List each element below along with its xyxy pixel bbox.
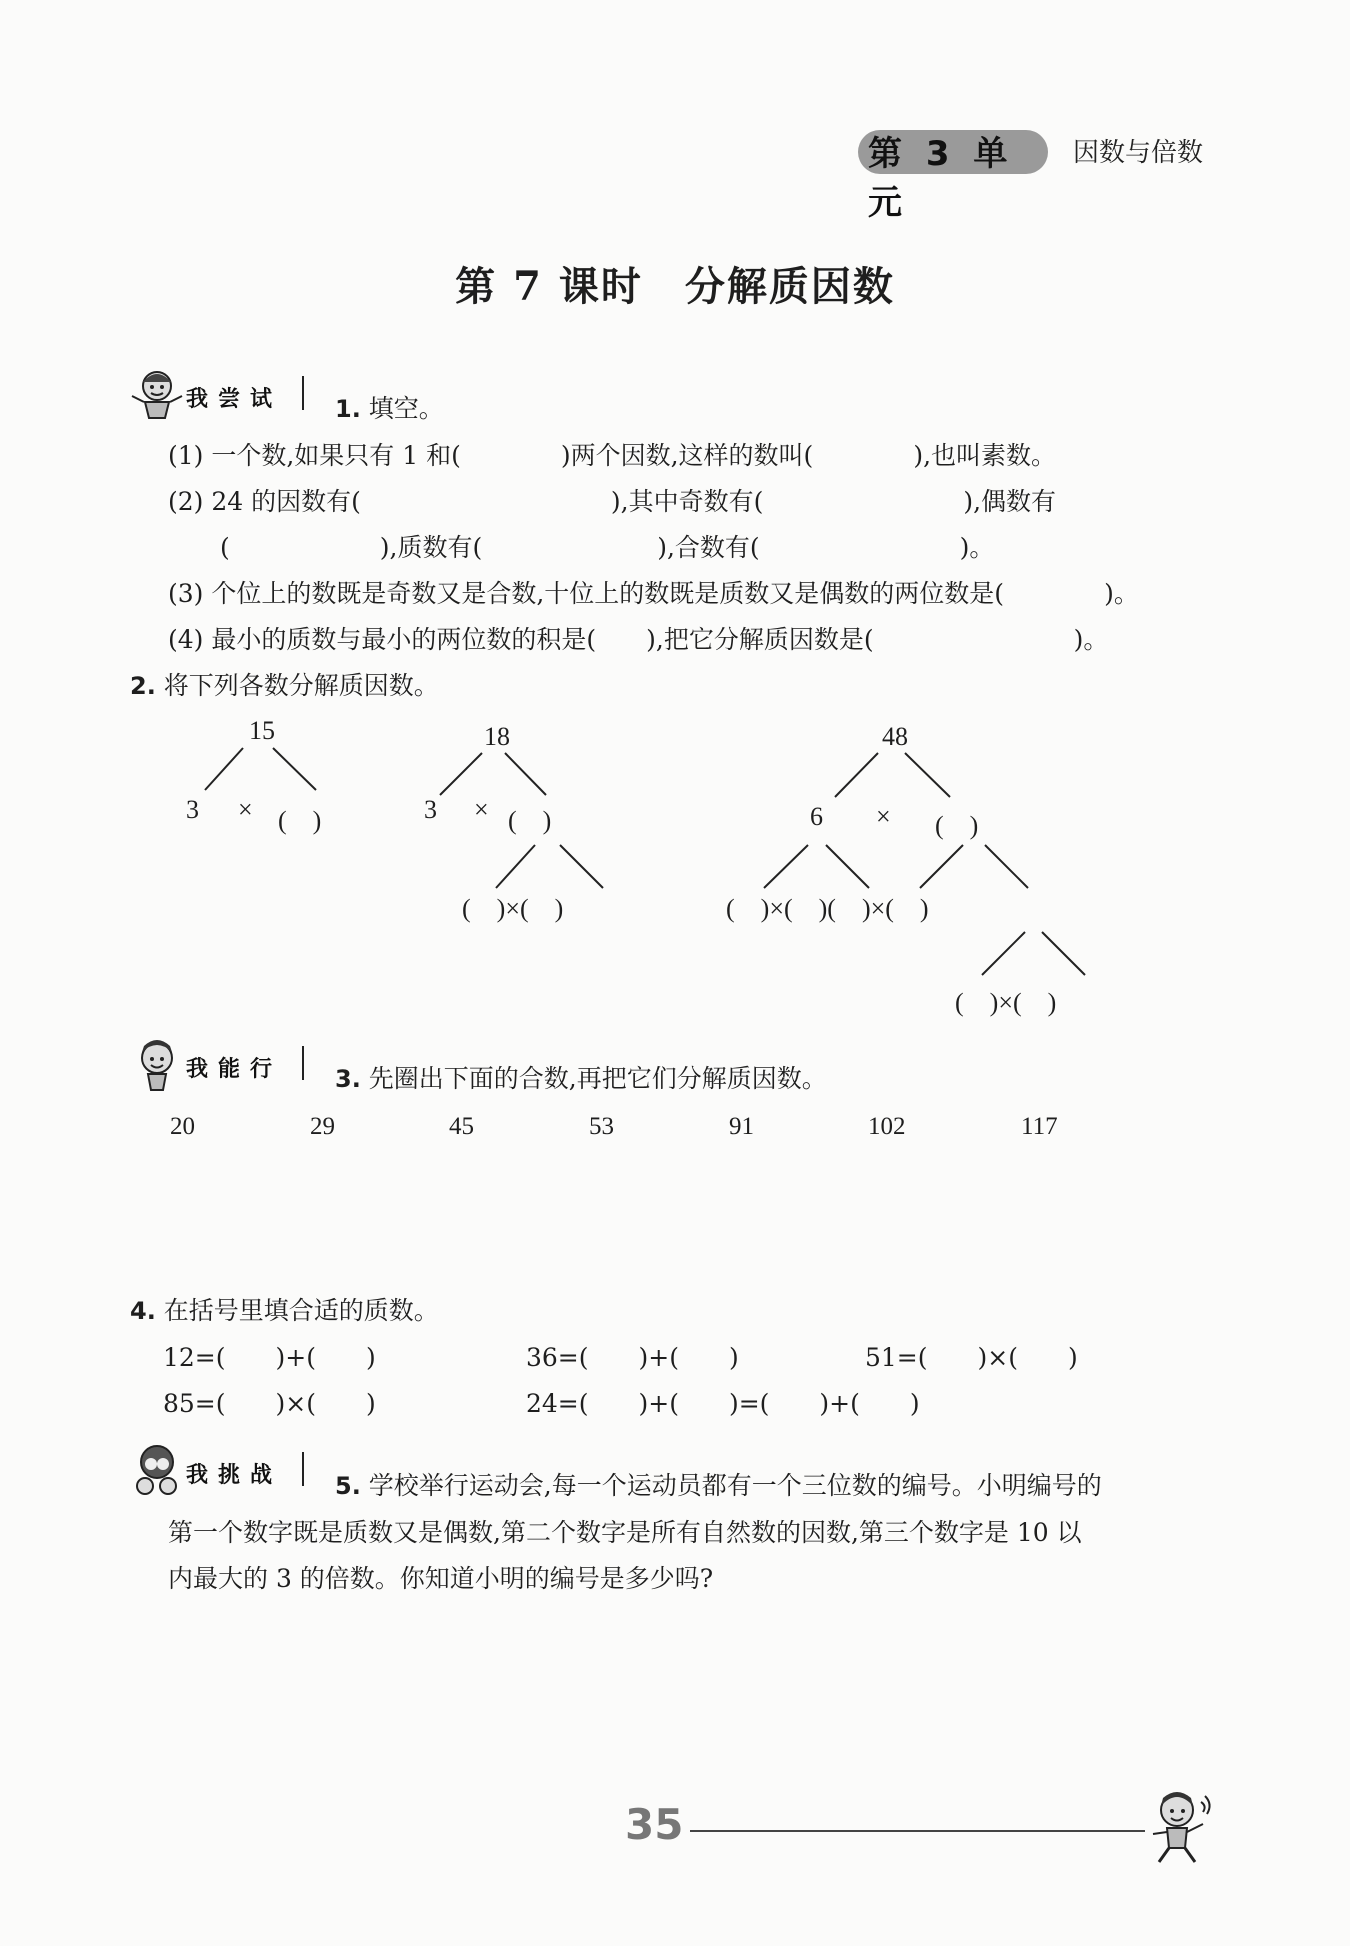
q3-number-item: 45 bbox=[449, 1113, 474, 1140]
q3-number-item: 20 bbox=[170, 1113, 195, 1140]
section-challenge-label: 我挑战 bbox=[186, 1463, 283, 1488]
q3-number-item: 91 bbox=[729, 1113, 754, 1140]
q3-text: 先圈出下面的合数,再把它们分解质因数。 bbox=[368, 1064, 827, 1093]
lesson-title: 第 7 课时 分解质因数 bbox=[455, 263, 895, 310]
q2-number: 2. bbox=[130, 672, 156, 700]
section-divider bbox=[302, 1046, 304, 1080]
section-challenge bbox=[130, 1442, 330, 1490]
q1-text: 填空。 bbox=[368, 394, 444, 423]
q5-line-2: 第一个数字既是质数又是偶数,第二个数字是所有自然数的因数,第三个数字是 10 以 bbox=[168, 1518, 1082, 1547]
page-number: 35 bbox=[625, 1800, 684, 1849]
section-try-label: 我尝试 bbox=[186, 387, 283, 412]
tree3-op: × bbox=[876, 802, 891, 831]
q5-text-1: 学校举行运动会,每一个运动员都有一个三位数的编号。小明编号的 bbox=[368, 1471, 1102, 1500]
q3-number-item: 102 bbox=[868, 1113, 906, 1140]
tree2-op: × bbox=[474, 795, 489, 824]
q1-line-3: ( ),质数有( ),合数有( )。 bbox=[220, 533, 995, 562]
section-can bbox=[130, 1036, 330, 1084]
mascot-boy-icon bbox=[130, 1036, 184, 1092]
footer-rule bbox=[690, 1830, 1145, 1832]
q5-line-1 bbox=[335, 1471, 1102, 1501]
q3-number: 3. bbox=[335, 1065, 361, 1093]
tree3-right: ( ) bbox=[935, 811, 979, 840]
section-divider bbox=[302, 1452, 304, 1486]
q1-number: 1. bbox=[335, 395, 361, 423]
q1-line-4: (3) 个位上的数既是奇数又是合数,十位上的数既是质数又是偶数的两位数是( )。 bbox=[168, 579, 1139, 608]
tree3-left: 6 bbox=[810, 802, 823, 831]
tree1-right: ( ) bbox=[278, 806, 322, 835]
q3-heading bbox=[335, 1064, 827, 1094]
mascot-runner-icon bbox=[1145, 1788, 1215, 1868]
q4-equation: 51=( )×( ) bbox=[865, 1343, 1078, 1372]
tree1-left: 3 bbox=[186, 795, 199, 824]
tree2-left: 3 bbox=[424, 795, 437, 824]
tree2-sub: ( )×( ) bbox=[462, 894, 564, 923]
tree3-root: 48 bbox=[882, 722, 908, 751]
q4-equation: 24=( )+( )=( )+( ) bbox=[526, 1389, 920, 1418]
q5-number: 5. bbox=[335, 1472, 361, 1500]
tree2-root: 18 bbox=[484, 722, 510, 751]
unit-subject: 因数与倍数 bbox=[1073, 138, 1204, 168]
q1-line-2: (2) 24 的因数有( ),其中奇数有( ),偶数有 bbox=[168, 487, 1057, 516]
q4-heading bbox=[130, 1296, 439, 1326]
q4-equation: 12=( )+( ) bbox=[163, 1343, 376, 1372]
unit-badge-text: 第 3 单元 bbox=[868, 134, 1014, 223]
q4-number: 4. bbox=[130, 1297, 156, 1325]
tree1-root: 15 bbox=[249, 716, 275, 745]
q2-text: 将下列各数分解质因数。 bbox=[163, 671, 439, 700]
tree3-sub: ( )×( )( )×( ) bbox=[726, 894, 929, 923]
q3-number-item: 117 bbox=[1021, 1113, 1058, 1140]
tree1-op: × bbox=[238, 795, 253, 824]
q4-equation: 85=( )×( ) bbox=[163, 1389, 376, 1418]
tree3-subsub: ( )×( ) bbox=[955, 988, 1057, 1017]
q1-line-5: (4) 最小的质数与最小的两位数的积是( ),把它分解质因数是( )。 bbox=[168, 625, 1109, 654]
mascot-kids-icon bbox=[130, 1442, 184, 1498]
q4-text: 在括号里填合适的质数。 bbox=[163, 1296, 439, 1325]
section-can-label: 我能行 bbox=[186, 1057, 283, 1082]
tree2-right: ( ) bbox=[508, 806, 552, 835]
q3-number-item: 53 bbox=[589, 1113, 614, 1140]
q3-number-item: 29 bbox=[310, 1113, 335, 1140]
q5-line-3: 内最大的 3 的倍数。你知道小明的编号是多少吗? bbox=[168, 1564, 714, 1593]
q4-equation: 36=( )+( ) bbox=[526, 1343, 739, 1372]
q1-line-1: (1) 一个数,如果只有 1 和( )两个因数,这样的数叫( ),也叫素数。 bbox=[168, 441, 1057, 470]
